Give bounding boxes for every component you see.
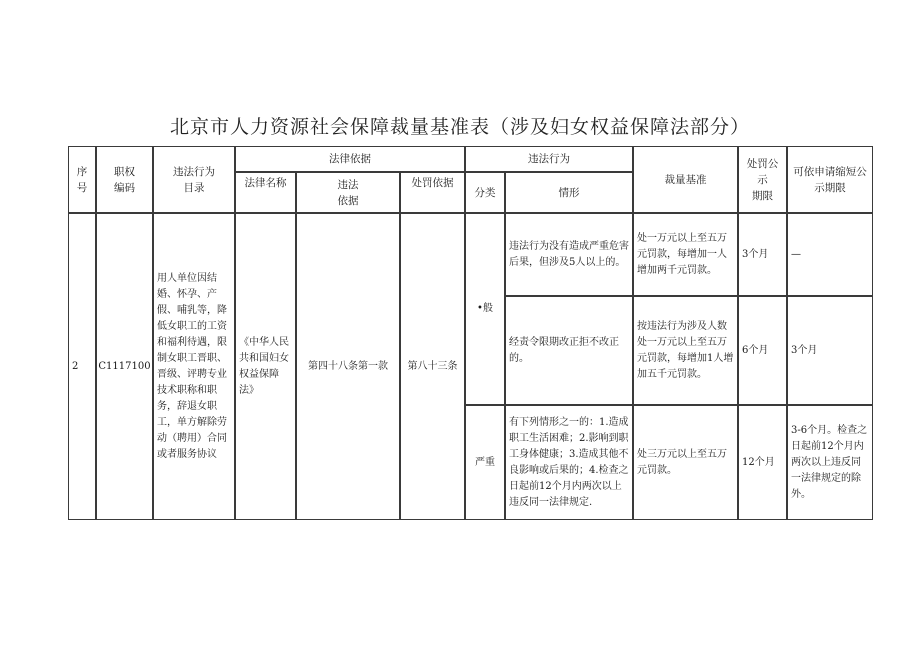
shorten-3-value: 3-6个月。检查之日起前12个月内两次以上违反同一法律规定的除外。 [791,424,868,500]
penalty-basis-value: 第八十三条 [407,360,458,372]
law-name-value: 《中华人民共和国妇女权益保障法》 [239,336,289,396]
standard-1-value: 处一万元以上至五万元罚款，每增加一人增加两千元罚款。 [637,232,727,276]
header-penalty-basis-label: 处罚依据 [411,177,454,189]
header-catalog-line2: 目录 [183,181,205,194]
cell-circumstance-1 [505,213,633,296]
header-code [96,146,153,213]
header-publicity [738,146,787,213]
header-standard [633,146,738,213]
publicity-1-value: 3个月 [742,248,769,260]
header-violation-label: 违法行为 [528,153,570,165]
cell-shorten-2 [787,296,873,405]
header-seq [68,146,96,213]
cell-circumstance-2 [505,296,633,405]
page-title: 北京市人力资源社会保障裁量基准表（涉及妇女权益保障法部分） [169,116,750,138]
cell-shorten-3 [787,405,873,520]
header-standard-label: 裁量基准 [664,173,707,186]
header-violation-basis-line1: 违法 [337,178,359,191]
category-general-value: •般 [477,303,493,314]
cell-standard-1 [633,213,738,296]
header-category-label: 分类 [474,186,496,199]
cell-publicity-1 [738,213,787,296]
header-shorten-line2: 示期限 [814,181,846,194]
circumstance-2-value: 经责令限期改正拒不改正的。 [509,336,619,364]
cell-publicity-3 [738,405,787,520]
header-shorten-line1: 可依申请缩短公 [793,165,867,178]
cell-catalog [153,213,235,520]
cell-publicity-2 [738,296,787,405]
header-legal-basis-label: 法律依据 [329,153,371,165]
header-shorten [787,146,873,213]
cell-standard-3 [633,405,738,520]
cell-seq [68,213,96,520]
penalty-standard-table [69,147,873,520]
header-publicity-line1: 处罚公示 [746,157,779,186]
header-publicity-line2: 期限 [752,189,773,202]
cell-category-general [465,213,505,405]
header-law-name-label: 法律名称 [244,177,287,189]
header-catalog [153,146,235,213]
header-catalog-line1: 违法行为 [173,165,215,178]
standard-3-value: 处三万元以上至五万元罚款。 [637,448,727,476]
header-law-name [235,172,296,213]
header-legal-basis [235,146,465,172]
category-serious-value: 严重 [475,456,495,468]
cell-circumstance-3 [505,405,633,520]
cell-penalty-basis [400,213,465,520]
header-circumstance [505,172,633,213]
header-category [465,172,505,213]
violation-basis-value: 第四十八条第一款 [308,360,388,372]
shorten-2-value: 3个月 [791,344,818,356]
cell-violation-basis [296,213,400,520]
circumstance-3-value: 有下列情形之一的：1.造成职工生活困难；2.影响到职工身体健康；3.造成其他不良影响或后果的；4.检查之日起前12个月内两次以上违反同一法律规定. [509,416,629,508]
header-circumstance-label: 情形 [558,186,580,199]
header-violation-basis-line2: 依据 [337,194,359,207]
header-code-line2: 编码 [114,181,135,194]
cell-code [96,213,153,520]
header-code-line1: 职权 [114,165,135,178]
code-value: C1117100 [98,360,151,372]
cell-law-name [235,213,296,520]
header-seq-label: 序号 [76,165,88,194]
circumstance-1-value: 违法行为没有造成严重危害后果，但涉及5人以上的。 [509,240,629,268]
cell-category-serious [465,405,505,520]
header-penalty-basis [400,172,465,213]
standard-2-value: 按违法行为涉及人数处一万元以上至五万元罚款，每增加1人增加五千元罚款。 [637,320,734,380]
publicity-3-value: 12个月 [742,456,775,468]
header-violation [465,146,633,172]
shorten-1-value: — [791,248,801,260]
seq-value: 2 [72,360,79,372]
header-violation-basis [296,172,400,213]
cell-shorten-1 [787,213,873,296]
publicity-2-value: 6个月 [742,344,769,356]
catalog-value: 用人单位因结婚、怀孕、产假、哺乳等，降低女职工的工资和福利待遇，限制女职工晋职、晋级、评聘专业技术职称和职务，辞退女职工，单方解除劳动（聘用）合同或者服务协议 [157,272,227,460]
cell-standard-2 [633,296,738,405]
